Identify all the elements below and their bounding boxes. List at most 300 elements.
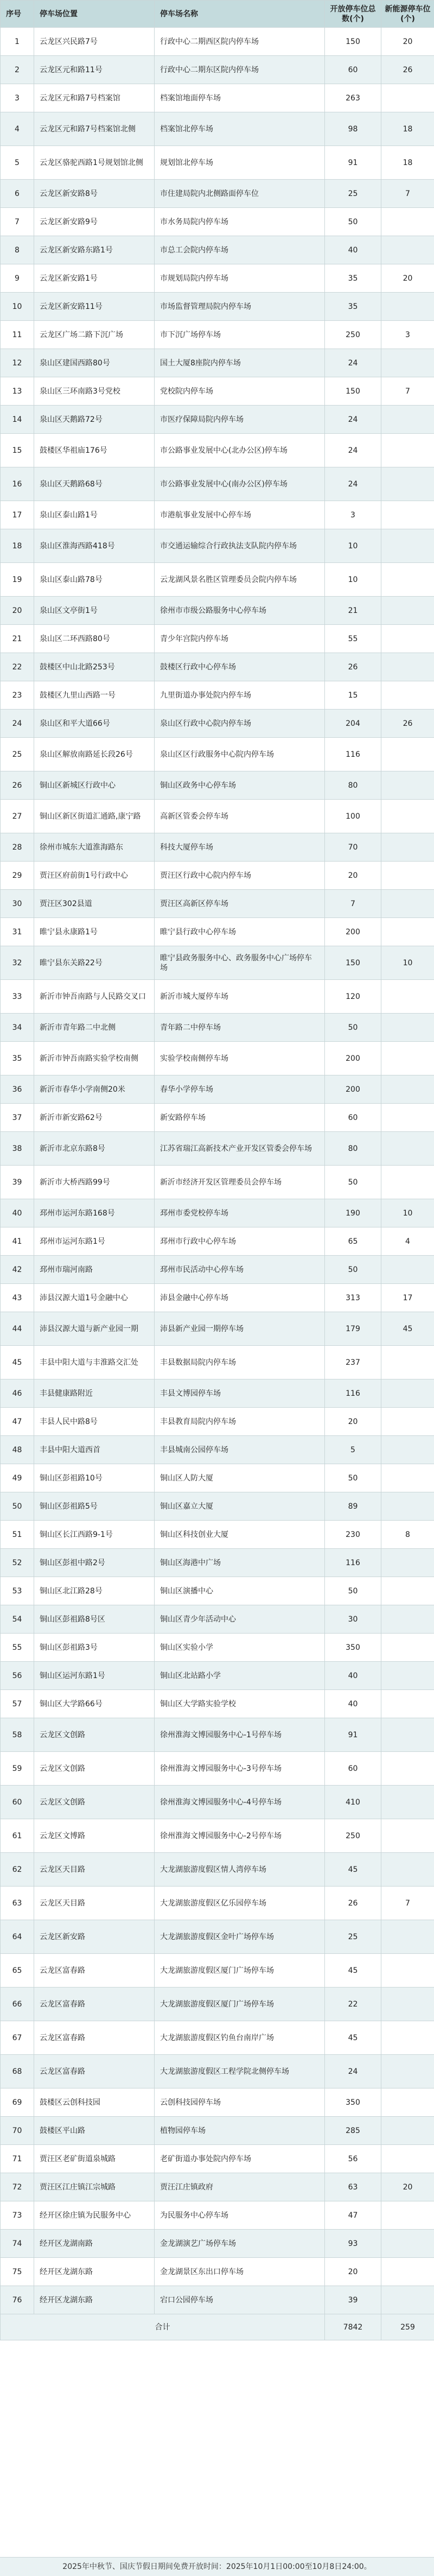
table-row bbox=[1, 1752, 434, 1786]
header-lot-name: 停车场名称 bbox=[155, 1, 325, 28]
cell-lot-name: 鼓楼区行政中心停车场 bbox=[155, 653, 325, 681]
cell-index: 61 bbox=[1, 1819, 34, 1853]
cell-location: 泉山区泰山路1号 bbox=[34, 501, 155, 529]
cell-lot-name: 铜山区大学路实验学校 bbox=[155, 1690, 325, 1718]
cell-location: 丰县健康路附近 bbox=[34, 1379, 155, 1408]
cell-ev-spots: 4 bbox=[381, 1227, 434, 1256]
cell-lot-name: 徐州市市级公路服务中心停车场 bbox=[155, 597, 325, 625]
cell-lot-name: 铜山区人防大厦 bbox=[155, 1464, 325, 1492]
cell-index: 39 bbox=[1, 1166, 34, 1199]
cell-location: 鼓楼区云创科技园 bbox=[34, 2088, 155, 2117]
header-location: 停车场位置 bbox=[34, 1, 155, 28]
cell-index: 64 bbox=[1, 1920, 34, 1954]
cell-index: 74 bbox=[1, 2230, 34, 2258]
cell-lot-name: 行政中心二期东区院内停车场 bbox=[155, 56, 325, 84]
table-row bbox=[1, 1605, 434, 1634]
cell-total-spots: 285 bbox=[325, 2117, 381, 2145]
cell-index: 34 bbox=[1, 1014, 34, 1042]
table-row bbox=[1, 1227, 434, 1256]
cell-index: 30 bbox=[1, 890, 34, 918]
cell-ev-spots: 20 bbox=[381, 2173, 434, 2201]
cell-lot-name: 老矿街道办事处院内停车场 bbox=[155, 2145, 325, 2173]
cell-total-spots: 24 bbox=[325, 434, 381, 467]
cell-location: 云龙区文创路 bbox=[34, 1718, 155, 1752]
cell-total-spots: 30 bbox=[325, 1605, 381, 1634]
cell-ev-spots bbox=[381, 1920, 434, 1954]
cell-location: 鼓楼区中山北路253号 bbox=[34, 653, 155, 681]
table-header-row bbox=[1, 1, 434, 28]
cell-index: 31 bbox=[1, 918, 34, 946]
cell-ev-spots bbox=[381, 1662, 434, 1690]
cell-total-spots: 40 bbox=[325, 1662, 381, 1690]
cell-lot-name: 丰县文博园停车场 bbox=[155, 1379, 325, 1408]
table-row bbox=[1, 862, 434, 890]
cell-index: 12 bbox=[1, 349, 34, 377]
cell-location: 丰县中阳大道与丰淮路交汇处 bbox=[34, 1346, 155, 1379]
cell-lot-name: 大龙湖旅游度假区情人湾停车场 bbox=[155, 1853, 325, 1887]
cell-ev-spots bbox=[381, 406, 434, 434]
cell-lot-name: 江苏省瑞江高新技术产业开发区管委会停车场 bbox=[155, 1132, 325, 1166]
cell-total-spots: 200 bbox=[325, 918, 381, 946]
table-row bbox=[1, 1954, 434, 1988]
cell-index: 60 bbox=[1, 1786, 34, 1819]
cell-location: 云龙区元和路11号 bbox=[34, 56, 155, 84]
table-row bbox=[1, 146, 434, 180]
table-row bbox=[1, 1132, 434, 1166]
cell-location: 鼓楼区平山路 bbox=[34, 2117, 155, 2145]
cell-location: 云龙区新安路东路1号 bbox=[34, 236, 155, 264]
cell-total-spots: 150 bbox=[325, 377, 381, 406]
cell-location: 铜山区彭祖中路2号 bbox=[34, 1549, 155, 1577]
cell-index: 63 bbox=[1, 1887, 34, 1920]
cell-location: 云龙区元和路7号档案馆北侧 bbox=[34, 112, 155, 146]
cell-ev-spots bbox=[381, 2258, 434, 2286]
cell-ev-spots bbox=[381, 1042, 434, 1075]
cell-index: 4 bbox=[1, 112, 34, 146]
table-row bbox=[1, 1887, 434, 1920]
cell-total-spots: 45 bbox=[325, 2021, 381, 2055]
cell-index: 40 bbox=[1, 1199, 34, 1227]
cell-total-spots: 7 bbox=[325, 890, 381, 918]
table-row bbox=[1, 1379, 434, 1408]
cell-ev-spots: 18 bbox=[381, 112, 434, 146]
cell-lot-name: 贾汪江庄镇政府 bbox=[155, 2173, 325, 2201]
cell-lot-name: 市公路事业发展中心(北办公区)停车场 bbox=[155, 434, 325, 467]
cell-ev-spots: 26 bbox=[381, 710, 434, 738]
cell-ev-spots bbox=[381, 1132, 434, 1166]
cell-total-spots: 45 bbox=[325, 1954, 381, 1988]
cell-location: 睢宁县东关路22号 bbox=[34, 946, 155, 980]
table-row bbox=[1, 1199, 434, 1227]
cell-index: 67 bbox=[1, 2021, 34, 2055]
table-row bbox=[1, 918, 434, 946]
cell-index: 20 bbox=[1, 597, 34, 625]
cell-ev-spots bbox=[381, 833, 434, 862]
cell-ev-spots bbox=[381, 467, 434, 501]
cell-index: 19 bbox=[1, 563, 34, 597]
cell-ev-spots bbox=[381, 84, 434, 112]
cell-ev-spots: 10 bbox=[381, 1199, 434, 1227]
cell-index: 9 bbox=[1, 264, 34, 293]
table-row bbox=[1, 2021, 434, 2055]
cell-location: 云龙区新安路 bbox=[34, 1920, 155, 1954]
cell-index: 73 bbox=[1, 2201, 34, 2230]
cell-lot-name: 丰县教育局院内停车场 bbox=[155, 1408, 325, 1436]
cell-ev-spots: 8 bbox=[381, 1521, 434, 1549]
cell-total-spots: 21 bbox=[325, 597, 381, 625]
cell-location: 泉山区泰山路78号 bbox=[34, 563, 155, 597]
cell-location: 铜山区彭祖路10号 bbox=[34, 1464, 155, 1492]
table-row bbox=[1, 1690, 434, 1718]
cell-total-spots: 200 bbox=[325, 1075, 381, 1104]
table-row bbox=[1, 946, 434, 980]
cell-lot-name: 铜山区青少年活动中心 bbox=[155, 1605, 325, 1634]
cell-location: 云龙区广场二路下沉广场 bbox=[34, 321, 155, 349]
cell-ev-spots bbox=[381, 1256, 434, 1284]
cell-index: 62 bbox=[1, 1853, 34, 1887]
cell-total-spots: 91 bbox=[325, 1718, 381, 1752]
cell-ev-spots bbox=[381, 208, 434, 236]
cell-ev-spots bbox=[381, 625, 434, 653]
cell-total-spots: 25 bbox=[325, 180, 381, 208]
table-row bbox=[1, 2088, 434, 2117]
table-row bbox=[1, 1521, 434, 1549]
cell-total-spots: 65 bbox=[325, 1227, 381, 1256]
table-row bbox=[1, 1104, 434, 1132]
cell-index: 53 bbox=[1, 1577, 34, 1605]
cell-total-spots: 40 bbox=[325, 1690, 381, 1718]
cell-ev-spots bbox=[381, 1786, 434, 1819]
cell-index: 6 bbox=[1, 180, 34, 208]
cell-index: 41 bbox=[1, 1227, 34, 1256]
cell-total-spots: 50 bbox=[325, 1256, 381, 1284]
table-row bbox=[1, 2258, 434, 2286]
cell-total-spots: 20 bbox=[325, 862, 381, 890]
table-row bbox=[1, 1436, 434, 1464]
cell-ev-spots: 20 bbox=[381, 264, 434, 293]
cell-total-spots: 24 bbox=[325, 406, 381, 434]
table-row bbox=[1, 2201, 434, 2230]
cell-ev-spots: 3 bbox=[381, 321, 434, 349]
cell-lot-name: 春华小学停车场 bbox=[155, 1075, 325, 1104]
cell-location: 新沂市大桥西路99号 bbox=[34, 1166, 155, 1199]
cell-total-spots: 45 bbox=[325, 1853, 381, 1887]
cell-location: 鼓楼区华祖庙176号 bbox=[34, 434, 155, 467]
cell-lot-name: 档案馆地面停车场 bbox=[155, 84, 325, 112]
cell-index: 1 bbox=[1, 28, 34, 56]
cell-lot-name: 宕口公园停车场 bbox=[155, 2286, 325, 2314]
cell-total-spots: 24 bbox=[325, 2055, 381, 2088]
cell-total-spots: 116 bbox=[325, 1549, 381, 1577]
table-row bbox=[1, 653, 434, 681]
table-row bbox=[1, 1853, 434, 1887]
cell-total-spots: 70 bbox=[325, 833, 381, 862]
cell-total-spots: 10 bbox=[325, 563, 381, 597]
cell-ev-spots: 7 bbox=[381, 377, 434, 406]
cell-location: 经开区徐庄镇为民服务中心 bbox=[34, 2201, 155, 2230]
cell-ev-spots bbox=[381, 1605, 434, 1634]
cell-lot-name: 泉山区行政中心院内停车场 bbox=[155, 710, 325, 738]
cell-ev-spots: 26 bbox=[381, 56, 434, 84]
cell-ev-spots bbox=[381, 1549, 434, 1577]
cell-ev-spots bbox=[381, 738, 434, 771]
cell-index: 58 bbox=[1, 1718, 34, 1752]
cell-index: 3 bbox=[1, 84, 34, 112]
cell-location: 泉山区天鹅路68号 bbox=[34, 467, 155, 501]
cell-lot-name: 云龙湖风景名胜区管理委员会院内停车场 bbox=[155, 563, 325, 597]
cell-ev-spots bbox=[381, 1075, 434, 1104]
table-row bbox=[1, 84, 434, 112]
table-row bbox=[1, 28, 434, 56]
cell-ev-spots bbox=[381, 2055, 434, 2088]
cell-location: 泉山区淮海西路418号 bbox=[34, 529, 155, 563]
table-row bbox=[1, 681, 434, 710]
cell-ev-spots bbox=[381, 293, 434, 321]
cell-total-spots: 313 bbox=[325, 1284, 381, 1312]
cell-lot-name: 高新区管委会停车场 bbox=[155, 800, 325, 833]
cell-index: 15 bbox=[1, 434, 34, 467]
cell-lot-name: 铜山区北站路小学 bbox=[155, 1662, 325, 1690]
cell-location: 云龙区新安路9号 bbox=[34, 208, 155, 236]
header-index: 序号 bbox=[1, 1, 34, 28]
cell-location: 铜山区北江路28号 bbox=[34, 1577, 155, 1605]
cell-lot-name: 邳州市民活动中心停车场 bbox=[155, 1256, 325, 1284]
cell-index: 29 bbox=[1, 862, 34, 890]
cell-ev-spots: 20 bbox=[381, 28, 434, 56]
cell-lot-name: 市医疗保障局院内停车场 bbox=[155, 406, 325, 434]
cell-location: 泉山区三环南路3号党校 bbox=[34, 377, 155, 406]
table-row bbox=[1, 2055, 434, 2088]
cell-lot-name: 大龙湖旅游度假区厦门广场停车场 bbox=[155, 1954, 325, 1988]
total-spots: 7842 bbox=[325, 2314, 381, 2340]
cell-ev-spots: 45 bbox=[381, 1312, 434, 1346]
cell-index: 10 bbox=[1, 293, 34, 321]
cell-total-spots: 263 bbox=[325, 84, 381, 112]
cell-location: 云龙区天目路 bbox=[34, 1853, 155, 1887]
cell-total-spots: 100 bbox=[325, 800, 381, 833]
table-row bbox=[1, 2117, 434, 2145]
cell-index: 75 bbox=[1, 2258, 34, 2286]
cell-total-spots: 116 bbox=[325, 1379, 381, 1408]
table-row bbox=[1, 1819, 434, 1853]
cell-total-spots: 250 bbox=[325, 1819, 381, 1853]
total-ev-spots: 259 bbox=[381, 2314, 434, 2340]
cell-ev-spots bbox=[381, 1492, 434, 1521]
table-row bbox=[1, 1549, 434, 1577]
cell-lot-name: 金龙湖演艺广场停车场 bbox=[155, 2230, 325, 2258]
cell-ev-spots: 7 bbox=[381, 180, 434, 208]
cell-lot-name: 国土大厦8座院内停车场 bbox=[155, 349, 325, 377]
cell-ev-spots bbox=[381, 1408, 434, 1436]
cell-ev-spots bbox=[381, 501, 434, 529]
cell-location: 铜山区长江西路9-1号 bbox=[34, 1521, 155, 1549]
cell-lot-name: 市交通运输综合行政执法支队院内停车场 bbox=[155, 529, 325, 563]
cell-index: 59 bbox=[1, 1752, 34, 1786]
cell-ev-spots bbox=[381, 1346, 434, 1379]
cell-total-spots: 179 bbox=[325, 1312, 381, 1346]
table-row bbox=[1, 1284, 434, 1312]
cell-location: 徐州市城东大道淮海路东 bbox=[34, 833, 155, 862]
cell-location: 贾汪区府前街1号行政中心 bbox=[34, 862, 155, 890]
cell-index: 18 bbox=[1, 529, 34, 563]
cell-lot-name: 贾汪区高新区停车场 bbox=[155, 890, 325, 918]
cell-total-spots: 98 bbox=[325, 112, 381, 146]
cell-lot-name: 党校院内停车场 bbox=[155, 377, 325, 406]
cell-total-spots: 89 bbox=[325, 1492, 381, 1521]
cell-lot-name: 实验学校南侧停车场 bbox=[155, 1042, 325, 1075]
cell-index: 37 bbox=[1, 1104, 34, 1132]
cell-lot-name: 丰县数据局院内停车场 bbox=[155, 1346, 325, 1379]
cell-ev-spots bbox=[381, 2286, 434, 2314]
cell-index: 27 bbox=[1, 800, 34, 833]
cell-location: 邳州市运河东路1号 bbox=[34, 1227, 155, 1256]
table-row bbox=[1, 800, 434, 833]
cell-location: 云龙区富春路 bbox=[34, 2055, 155, 2088]
cell-location: 鼓楼区九里山西路一号 bbox=[34, 681, 155, 710]
cell-index: 28 bbox=[1, 833, 34, 862]
cell-lot-name: 大龙湖旅游度假区金叶广场停车场 bbox=[155, 1920, 325, 1954]
table-row bbox=[1, 1014, 434, 1042]
cell-index: 49 bbox=[1, 1464, 34, 1492]
cell-index: 33 bbox=[1, 980, 34, 1014]
cell-total-spots: 22 bbox=[325, 1988, 381, 2021]
table-row bbox=[1, 597, 434, 625]
table-row bbox=[1, 1166, 434, 1199]
cell-location: 云龙区文创路 bbox=[34, 1752, 155, 1786]
cell-ev-spots bbox=[381, 653, 434, 681]
cell-lot-name: 邳州市行政中心停车场 bbox=[155, 1227, 325, 1256]
cell-lot-name: 邳州市委党校停车场 bbox=[155, 1199, 325, 1227]
cell-index: 55 bbox=[1, 1634, 34, 1662]
cell-total-spots: 35 bbox=[325, 293, 381, 321]
cell-total-spots: 10 bbox=[325, 529, 381, 563]
cell-total-spots: 80 bbox=[325, 1132, 381, 1166]
cell-lot-name: 沛县金融中心停车场 bbox=[155, 1284, 325, 1312]
table-row bbox=[1, 1256, 434, 1284]
cell-location: 云龙区文博路 bbox=[34, 1819, 155, 1853]
cell-total-spots: 350 bbox=[325, 2088, 381, 2117]
cell-ev-spots bbox=[381, 918, 434, 946]
cell-index: 16 bbox=[1, 467, 34, 501]
table-row bbox=[1, 980, 434, 1014]
cell-location: 丰县中阳大道西首 bbox=[34, 1436, 155, 1464]
cell-ev-spots bbox=[381, 563, 434, 597]
cell-location: 贾汪区老矿街道泉城路 bbox=[34, 2145, 155, 2173]
cell-total-spots: 50 bbox=[325, 1014, 381, 1042]
cell-ev-spots bbox=[381, 597, 434, 625]
cell-total-spots: 120 bbox=[325, 980, 381, 1014]
cell-ev-spots bbox=[381, 1436, 434, 1464]
cell-index: 26 bbox=[1, 771, 34, 800]
cell-location: 新沂市青年路二中北侧 bbox=[34, 1014, 155, 1042]
cell-location: 经开区龙湖东路 bbox=[34, 2258, 155, 2286]
cell-ev-spots bbox=[381, 1819, 434, 1853]
table-row bbox=[1, 833, 434, 862]
cell-total-spots: 26 bbox=[325, 653, 381, 681]
cell-lot-name: 大龙湖旅游度假区亿乐园停车场 bbox=[155, 1887, 325, 1920]
cell-location: 泉山区建国西路80号 bbox=[34, 349, 155, 377]
table-row bbox=[1, 1662, 434, 1690]
cell-lot-name: 科技大厦停车场 bbox=[155, 833, 325, 862]
cell-location: 云龙区文创路 bbox=[34, 1786, 155, 1819]
cell-index: 35 bbox=[1, 1042, 34, 1075]
cell-location: 睢宁县永康路1号 bbox=[34, 918, 155, 946]
cell-total-spots: 55 bbox=[325, 625, 381, 653]
cell-ev-spots bbox=[381, 529, 434, 563]
cell-location: 云龙区新安路1号 bbox=[34, 264, 155, 293]
table-row bbox=[1, 563, 434, 597]
cell-index: 17 bbox=[1, 501, 34, 529]
cell-index: 22 bbox=[1, 653, 34, 681]
table-row bbox=[1, 1577, 434, 1605]
cell-ev-spots bbox=[381, 434, 434, 467]
table-row bbox=[1, 208, 434, 236]
cell-location: 泉山区二环西路80号 bbox=[34, 625, 155, 653]
cell-ev-spots: 18 bbox=[381, 146, 434, 180]
table-row bbox=[1, 180, 434, 208]
cell-lot-name: 行政中心二期西区院内停车场 bbox=[155, 28, 325, 56]
cell-ev-spots bbox=[381, 1014, 434, 1042]
table-row bbox=[1, 501, 434, 529]
cell-lot-name: 新沂市经济开发区管理委员会停车场 bbox=[155, 1166, 325, 1199]
cell-location: 铜山区大学路66号 bbox=[34, 1690, 155, 1718]
cell-total-spots: 50 bbox=[325, 1166, 381, 1199]
cell-total-spots: 237 bbox=[325, 1346, 381, 1379]
table-row bbox=[1, 529, 434, 563]
cell-lot-name: 铜山区海港中广场 bbox=[155, 1549, 325, 1577]
cell-lot-name: 青年路二中停车场 bbox=[155, 1014, 325, 1042]
cell-lot-name: 沛县新产业园一期停车场 bbox=[155, 1312, 325, 1346]
cell-ev-spots bbox=[381, 890, 434, 918]
cell-lot-name: 市公路事业发展中心(南办公区)停车场 bbox=[155, 467, 325, 501]
cell-ev-spots bbox=[381, 1464, 434, 1492]
cell-ev-spots: 7 bbox=[381, 1887, 434, 1920]
cell-index: 14 bbox=[1, 406, 34, 434]
table-row bbox=[1, 1042, 434, 1075]
cell-total-spots: 25 bbox=[325, 1920, 381, 1954]
cell-index: 65 bbox=[1, 1954, 34, 1988]
cell-lot-name: 市住建局院内北侧路面停车位 bbox=[155, 180, 325, 208]
cell-location: 新沂市北京东路8号 bbox=[34, 1132, 155, 1166]
cell-total-spots: 24 bbox=[325, 467, 381, 501]
cell-lot-name: 大龙湖旅游度假区工程学院北侧停车场 bbox=[155, 2055, 325, 2088]
cell-location: 云龙区元和路7号档案馆 bbox=[34, 84, 155, 112]
cell-index: 24 bbox=[1, 710, 34, 738]
cell-location: 泉山区和平大道66号 bbox=[34, 710, 155, 738]
cell-ev-spots bbox=[381, 2021, 434, 2055]
table-row bbox=[1, 1634, 434, 1662]
cell-lot-name: 铜山区政务中心停车场 bbox=[155, 771, 325, 800]
cell-total-spots: 150 bbox=[325, 28, 381, 56]
cell-index: 8 bbox=[1, 236, 34, 264]
cell-lot-name: 大龙湖旅游度假区钓鱼台南岸广场 bbox=[155, 2021, 325, 2055]
cell-total-spots: 47 bbox=[325, 2201, 381, 2230]
free-period-note: 2025年中秋节、国庆节假日期间免费开放时间：2025年10月1日00:00至10月8日24:00。 bbox=[0, 2557, 434, 2576]
table-row bbox=[1, 264, 434, 293]
cell-location: 铜山区彭祖路8号区 bbox=[34, 1605, 155, 1634]
cell-index: 2 bbox=[1, 56, 34, 84]
cell-location: 沛县汉源大道1号金融中心 bbox=[34, 1284, 155, 1312]
cell-ev-spots bbox=[381, 1634, 434, 1662]
cell-total-spots: 3 bbox=[325, 501, 381, 529]
cell-lot-name: 为民服务中心停车场 bbox=[155, 2201, 325, 2230]
cell-index: 56 bbox=[1, 1662, 34, 1690]
cell-total-spots: 40 bbox=[325, 236, 381, 264]
cell-total-spots: 60 bbox=[325, 1104, 381, 1132]
cell-lot-name: 徐州淮海文博园服务中心-2号停车场 bbox=[155, 1819, 325, 1853]
cell-location: 泉山区文亭街1号 bbox=[34, 597, 155, 625]
cell-location: 新沂市新安路62号 bbox=[34, 1104, 155, 1132]
